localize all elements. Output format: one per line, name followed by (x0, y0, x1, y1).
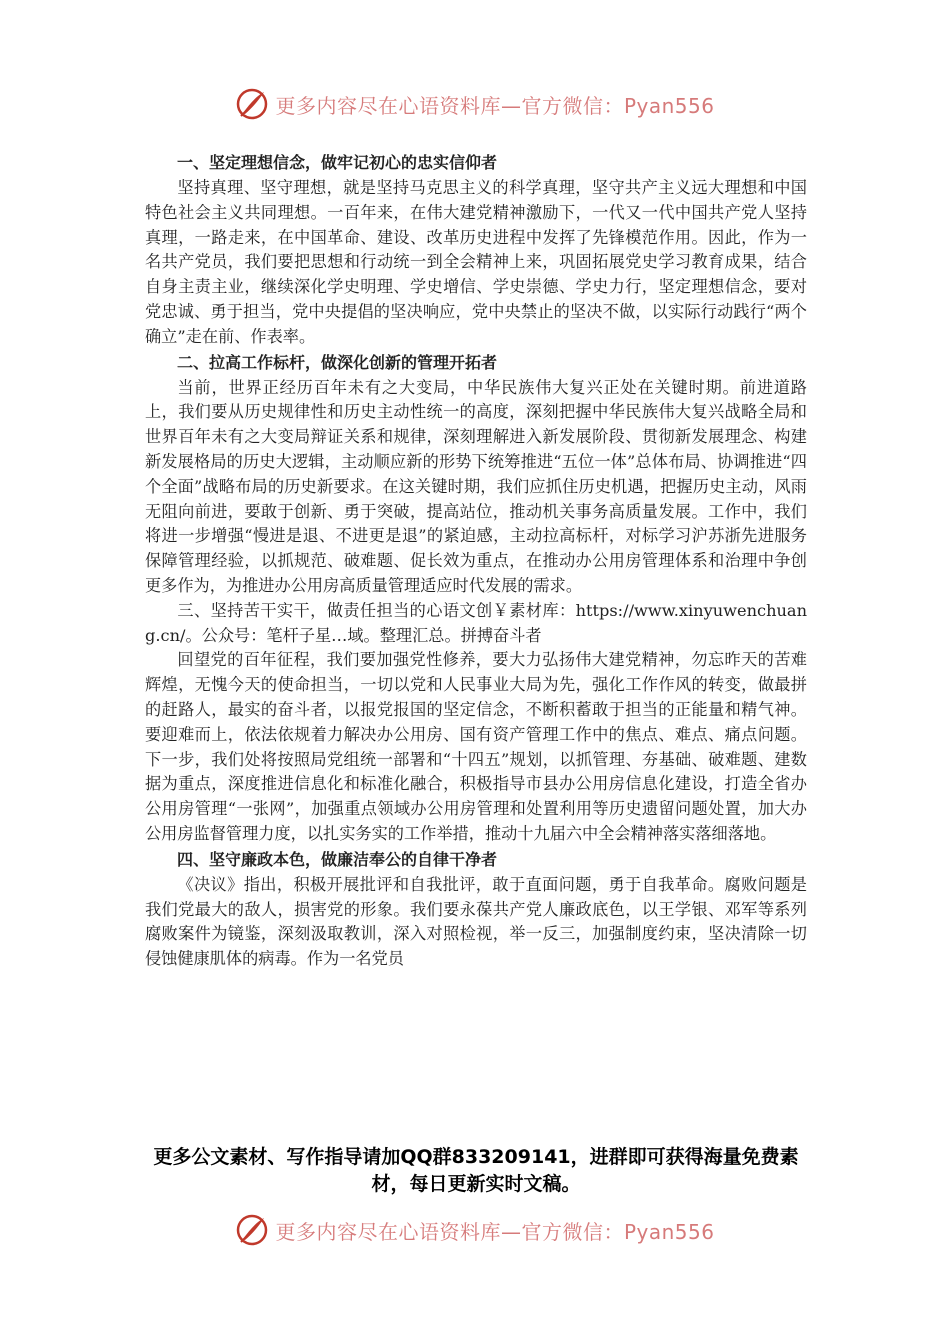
footer-banner (0, 1210, 950, 1250)
quill-logo-icon (235, 1213, 269, 1247)
promo-notice: 更多公文素材、写作指导请加QQ群833209141，进群即可获得海量免费素材，每日更新实时文稿。 (153, 1146, 799, 1195)
document-body (145, 150, 807, 972)
section-heading: 二、拉高工作标杆，做深化创新的管理开拓者 (177, 352, 498, 372)
section-heading-watermarked: 三、坚持苦干实干，做责任担当的心语文创￥素材库：https://www.xinyuwenchuang.cn/。公众号：笔杆子星…域。整理汇总。拼搏奋斗者 (145, 600, 807, 645)
section-heading: 四、坚守廉政本色，做廉洁奉公的自律干净者 (177, 849, 498, 869)
section-paragraph: 坚持真理、坚守理想，就是坚持马克思主义的科学真理，坚守共产主义远大理想和中国特色社会主义共同理想。一百年来，在伟大建党精神激励下，一代又一代中国共产党人坚持真理，一路走来，在中国革命、建设、改革历史进程中发挥了先锋模范作用。因此，作为一名共产党员，我们要把思想和行动统一到全会精神上来，巩固拓展党史学习教育成果，结合自身主责主业，继续深化学史明理、学史增信、学史崇德、学史力行，坚定理想信念，要对党忠诚、勇于担当，党中央提倡的坚决响应，党中央禁止的坚决不做，以实际行动践行“两个确立”走在前、作表率。 (145, 178, 807, 346)
section-heading: 一、坚定理想信念，做牢记初心的忠实信仰者 (177, 153, 498, 172)
header-banner-text: 更多内容尽在心语资料库—官方微信：Pyan556 (275, 93, 715, 118)
section-paragraph: 当前，世界正经历百年未有之大变局，中华民族伟大复兴正处在关键时期。前进道路上，我们要从历史规律性和历史主动性统一的高度，深刻把握中华民族伟大复兴战略全局和世界百年未有之大变局辩证关系和规律，深刻理解进入新发展阶段、贯彻新发展理念、构建新发展格局的历史大逻辑，主动顺应新的形势下统筹推进“五位一体”总体布局、协调推进“四个全面”战略布局的历史新要求。在这关键时期，我们应抓住历史机遇，把握历史主动，风雨无阻向前进，要敢于创新、勇于突破，提高站位，推动机关事务高质量发展。工作中，我们将进一步增强“慢进是退、不进更是退”的紧迫感，主动拉高标杆，对标学习沪苏浙先进服务保障管理经验，以抓规范、破难题、促长效为重点，在推动办公用房管理体系和治理中争创更多作为，为推进办公用房高质量管理适应时代发展的需求。 (145, 377, 807, 595)
footer-banner-text: 更多内容尽在心语资料库—官方微信：Pyan556 (275, 1219, 715, 1244)
section-paragraph: 《决议》指出，积极开展批评和自我批评，敢于直面问题，勇于自我革命。腐败问题是我们党最大的敌人，损害党的形象。我们要永葆共产党人廉政底色，以王学银、邓军等系列腐败案件为镜鉴，深刻汲取教训，深入对照检视，举一反三，加强制度约束，坚决清除一切侵蚀健康肌体的病毒。作为一名党员 (145, 874, 807, 969)
quill-logo-icon (235, 87, 269, 121)
header-banner (0, 84, 950, 124)
section-paragraph: 回望党的百年征程，我们要加强党性修养，要大力弘扬伟大建党精神，勿忘昨天的苦难辉煌，无愧今天的使命担当，一切以党和人民事业大局为先，强化工作作风的转变，做最拼的赶路人，最实的奋斗者，以报党报国的坚定信念，不断积蓄敢于担当的正能量和精气神。要迎难而上，依法依规着力解决办公用房、国有资产管理工作中的焦点、难点、痛点问题。下一步，我们处将按照局党组统一部署和“十四五”规划，以抓管理、夯基础、破难题、建数据为重点，深度推进信息化和标准化融合，积极指导市县办公用房信息化建设，打造全省办公用房管理“一张网”，加强重点领域办公用房管理和处置利用等历史遗留问题处置，加大办公用房监督管理力度，以扎实务实的工作举措，推动十九届六中全会精神落实落细落地。 (145, 650, 807, 843)
